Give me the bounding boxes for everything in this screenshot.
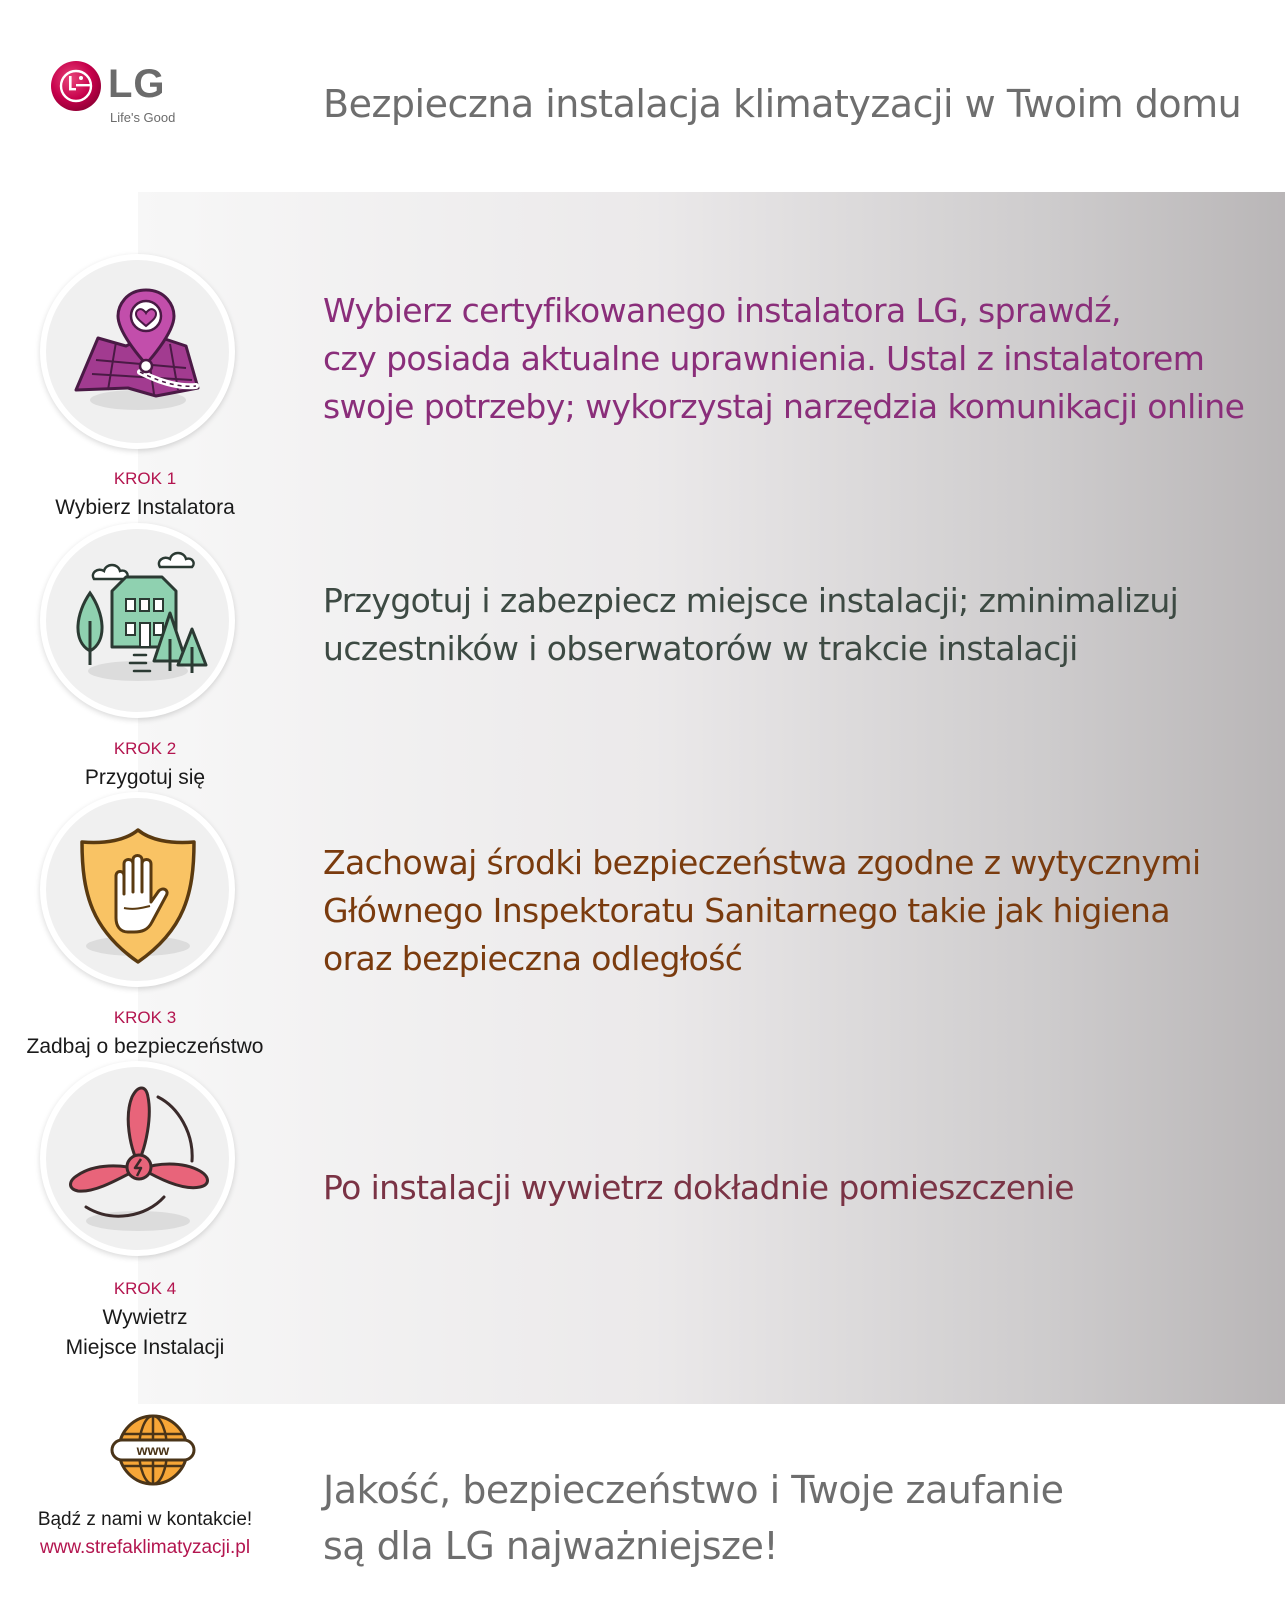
footer-tagline (323, 1462, 1064, 1574)
contact-text: Bądź z nami w kontakcie! (37, 1509, 253, 1530)
globe-www-icon (108, 1412, 198, 1490)
footer-contact (0, 1506, 290, 1562)
fan-icon (46, 1067, 229, 1250)
step-1-text-line: Wybierz certyfikowanego instalatora LG, sprawdź, (323, 291, 1121, 330)
step-3-text-line: Głównego Inspektoratu Sanitarnego takie jak higiena (323, 891, 1170, 930)
lg-logo[interactable] (50, 58, 210, 128)
step-3-text (323, 839, 1253, 983)
step-2-text-line: Przygotuj i zabezpiecz miejsce instalacji; zminimalizuj (323, 581, 1179, 620)
step-2-krok: KROK 2 (113, 739, 177, 758)
step-1-icon-circle (40, 254, 235, 449)
step-4-text-line: Po instalacji wywietrz dokładnie pomieszczenie (323, 1168, 1074, 1207)
step-4-text (323, 1164, 1253, 1212)
step-4-label: Wywietrz (102, 1306, 188, 1329)
step-4-label: Miejsce Instalacji (65, 1336, 225, 1359)
footer-tagline-line: są dla LG najważniejsze! (323, 1524, 779, 1568)
step-2-icon-circle (40, 523, 235, 718)
step-2-caption (0, 735, 290, 793)
map-pin-heart-icon (46, 260, 229, 443)
step-3-caption (0, 1004, 290, 1062)
house-trees-icon (46, 529, 229, 712)
step-1-text (323, 287, 1253, 431)
step-4-icon-circle (40, 1061, 235, 1256)
step-3-text-line: oraz bezpieczna odległość (323, 939, 743, 978)
step-4-krok: KROK 4 (113, 1279, 177, 1298)
step-4-caption (0, 1275, 290, 1363)
step-2-label: Przygotuj się (84, 766, 206, 789)
step-2-text (323, 577, 1253, 673)
globe-www-label: www (136, 1442, 170, 1458)
website-link[interactable]: www.strefaklimatyzacji.pl (39, 1537, 251, 1558)
brand-wordmark: LG (108, 62, 166, 106)
step-1-krok: KROK 1 (113, 469, 177, 488)
page-title: Bezpieczna instalacja klimatyzacji w Twoim domu (323, 82, 1242, 126)
shield-hand-icon (46, 798, 229, 981)
step-3-label: Zadbaj o bezpieczeństwo (26, 1035, 264, 1058)
brand-tagline: Life's Good (110, 110, 176, 125)
step-3-krok: KROK 3 (113, 1008, 177, 1027)
step-1-text-line: swoje potrzeby; wykorzystaj narzędzia komunikacji online (323, 387, 1245, 426)
footer-tagline-line: Jakość, bezpieczeństwo i Twoje zaufanie (323, 1468, 1064, 1512)
step-3-text-line: Zachowaj środki bezpieczeństwa zgodne z wytycznymi (323, 843, 1201, 882)
lg-face-icon (50, 60, 102, 112)
step-1-caption (0, 465, 290, 523)
step-1-label: Wybierz Instalatora (55, 496, 235, 519)
step-2-text-line: uczestników i obserwatorów w trakcie instalacji (323, 629, 1078, 668)
step-3-icon-circle (40, 792, 235, 987)
step-1-text-line: czy posiada aktualne uprawnienia. Ustal z instalatorem (323, 339, 1205, 378)
